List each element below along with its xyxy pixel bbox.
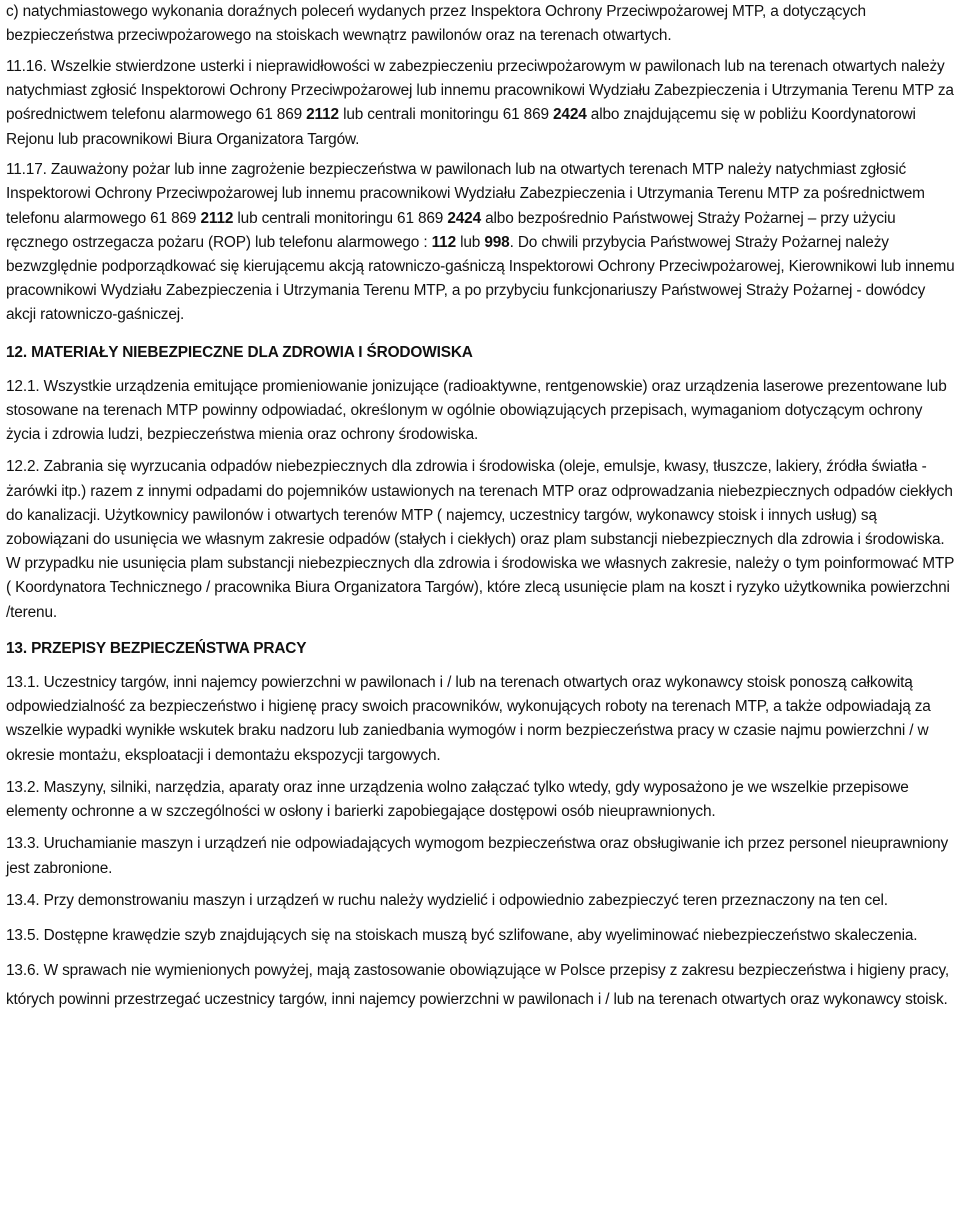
paragraph-13-3: 13.3. Uruchamianie maszyn i urządzeń nie odpowiadających wymogom bezpieczeństwa oraz obsługiwanie ich przez personel nieuprawniony jest zabronione. [6, 835, 949, 877]
text-run: albo znajdującemu się w pobliżu Koordynatorowi Rejonu lub pracownikowi Biura Organizatora Targów. [6, 106, 916, 148]
emergency-number-112: 112 [431, 233, 456, 251]
paragraph-11-16 [6, 55, 956, 152]
paragraph-13-1: 13.1. Uczestnicy targów, inni najemcy powierzchni w pawilonach i / lub na terenach otwartych oraz wykonawcy stoisk ponoszą całkowitą odpowiedzialność za bezpieczeństwo i higienę pracy swoich pracowników, wykonujących roboty na terenach MTP, a także odpowiadają za wszelkie wypadki wynikłe wskutek braku nadzoru lub zaniedbania wymogów i norm bezpieczeństwa pracy w czasie najmu powierzchni / w okresie montażu, eksploatacji i demontażu ekspozycji targowych. [6, 674, 931, 764]
paragraph-13-2: 13.2. Maszyny, silniki, narzędzia, aparaty oraz inne urządzenia wolno załączać tylko wtedy, gdy wyposażono je we wszelkie przepisowe elementy ochronne a w szczególności w osłony i barierki zapobiegające dostępowi osób nieuprawnionych. [6, 778, 909, 821]
paragraph-12-2: 12.2. Zabrania się wyrzucania odpadów niebezpiecznych dla zdrowia i środowiska (oleje, emulsje, kwasy, tłuszcze, lakiery, źródła światła - żarówki itp.) razem z innymi odpadami do pojemników ustawionych na terenach MTP oraz odprowadzania niebezpiecznych odpadów ciekłych do kanalizacji. Użytkownicy pawilonów i otwartych terenów MTP ( najemcy, uczestnicy targów, wykonawcy stoisk i innych usług) są zobowiązani do usunięcia we własnym zakresie odpadów (stałych i ciekłych) oraz plam substancji niebezpiecznych dla zdrowia i środowiska. W przypadku nie usunięcia plam substancji niebezpiecznych dla zdrowia i środowiska we własnych zakresie, należy o tym poinformować MTP ( Koordynatora Technicznego / pracownika Biura Organizatora Targów), które zlecą usunięcie plam na koszt i ryzyko użytkownika powierzchni /terenu. [6, 458, 954, 621]
paragraph-11-15c: c) natychmiastowego wykonania doraźnych poleceń wydanych przez Inspektora Ochrony Przeciwpożarowej MTP, a dotyczących bezpieczeństwa przeciwpożarowego na stoiskach wewnątrz pawilonów oraz na terenach otwartych. [6, 3, 866, 45]
paragraph-13-6: 13.6. W sprawach nie wymienionych powyżej, mają zastosowanie obowiązujące w Polsce przepisy z zakresu bezpieczeństwa i higieny pracy, których powinni przestrzegać uczestnicy targów, inni najemcy powierzchni w pawilonach i / lub na terenach otwartych oraz wykonawcy stoisk. [6, 961, 949, 1008]
text-run: albo bezpośrednio Państwowej Straży Pożarnej – przy użyciu ręcznego ostrzegacza pożaru (ROP) lub telefonu alarmowego : [6, 209, 896, 251]
phone-monitoring-ext: 2424 [447, 209, 481, 227]
phone-alarm-ext: 2112 [200, 209, 234, 227]
emergency-number-998: 998 [484, 233, 510, 251]
phone-alarm-ext: 2112 [306, 106, 339, 124]
section-heading-13: 13. PRZEPISY BEZPIECZEŃSTWA PRACY [6, 639, 307, 657]
phone-monitoring-ext: 2424 [553, 106, 587, 124]
paragraph-13-5: 13.5. Dostępne krawędzie szyb znajdujących się na stoiskach muszą być szlifowane, aby wyeliminować niebezpieczeństwo skaleczenia. [6, 926, 918, 944]
text-run: lub [455, 233, 485, 251]
text-run: lub centrali monitoringu 61 869 [338, 106, 554, 124]
paragraph-12-1: 12.1. Wszystkie urządzenia emitujące promieniowanie jonizujące (radioaktywne, rentgenowskie) oraz urządzenia laserowe prezentowane lub stosowane na terenach MTP powinny odpowiadać, określonym w ogólnie obowiązujących przepisach, wymaganiom dotyczącym ochrony życia i zdrowia ludzi, bezpieczeństwa mienia oraz ochrony środowiska. [6, 377, 947, 444]
text-run: . Do chwili przybycia Państwowej Straży Pożarnej należy bezwzględnie podporządkować się kierującemu akcją ratowniczo-gaśniczą Inspektorowi Ochrony Przeciwpożarowej, Kierownikowi lub innemu pracownikowi Wydziału Zabezpieczenia i Utrzymania Terenu MTP, a po przybyciu funkcjonariuszy Państwowej Straży Pożarnej - dowódcy akcji ratowniczo-gaśniczej. [6, 233, 955, 324]
text-run: 11.16. Wszelkie stwierdzone usterki i nieprawidłowości w zabezpieczeniu przeciwpożarowym w pawilonach lub na terenach otwartych należy natychmiast zgłosić Inspektorowi Ochrony Przeciwpożarowej lub innemu pracownikowi Wydziału Zabezpieczenia i Utrzymania Terenu MTP za pośrednictwem telefonu alarmowego 61 869 [6, 57, 954, 124]
paragraph-13-4: 13.4. Przy demonstrowaniu maszyn i urządzeń w ruchu należy wydzielić i odpowiednio zabezpieczyć teren przeznaczony na ten cel. [6, 891, 888, 909]
section-heading-12: 12. MATERIAŁY NIEBEZPIECZNE DLA ZDROWIA I ŚRODOWISKA [6, 343, 473, 361]
text-run: 11.17. Zauważony pożar lub inne zagrożenie bezpieczeństwa w pawilonach lub na otwartych terenach MTP należy natychmiast zgłosić Inspektorowi Ochrony Przeciwpożarowej lub innemu pracownikowi Wydziału Zabezpieczenia i Utrzymania Terenu MTP za pośrednictwem telefonu alarmowego 61 869 [6, 161, 925, 227]
document-page [6, 0, 956, 1014]
paragraph-11-17 [6, 158, 956, 327]
text-run: lub centrali monitoringu 61 869 [233, 209, 448, 227]
